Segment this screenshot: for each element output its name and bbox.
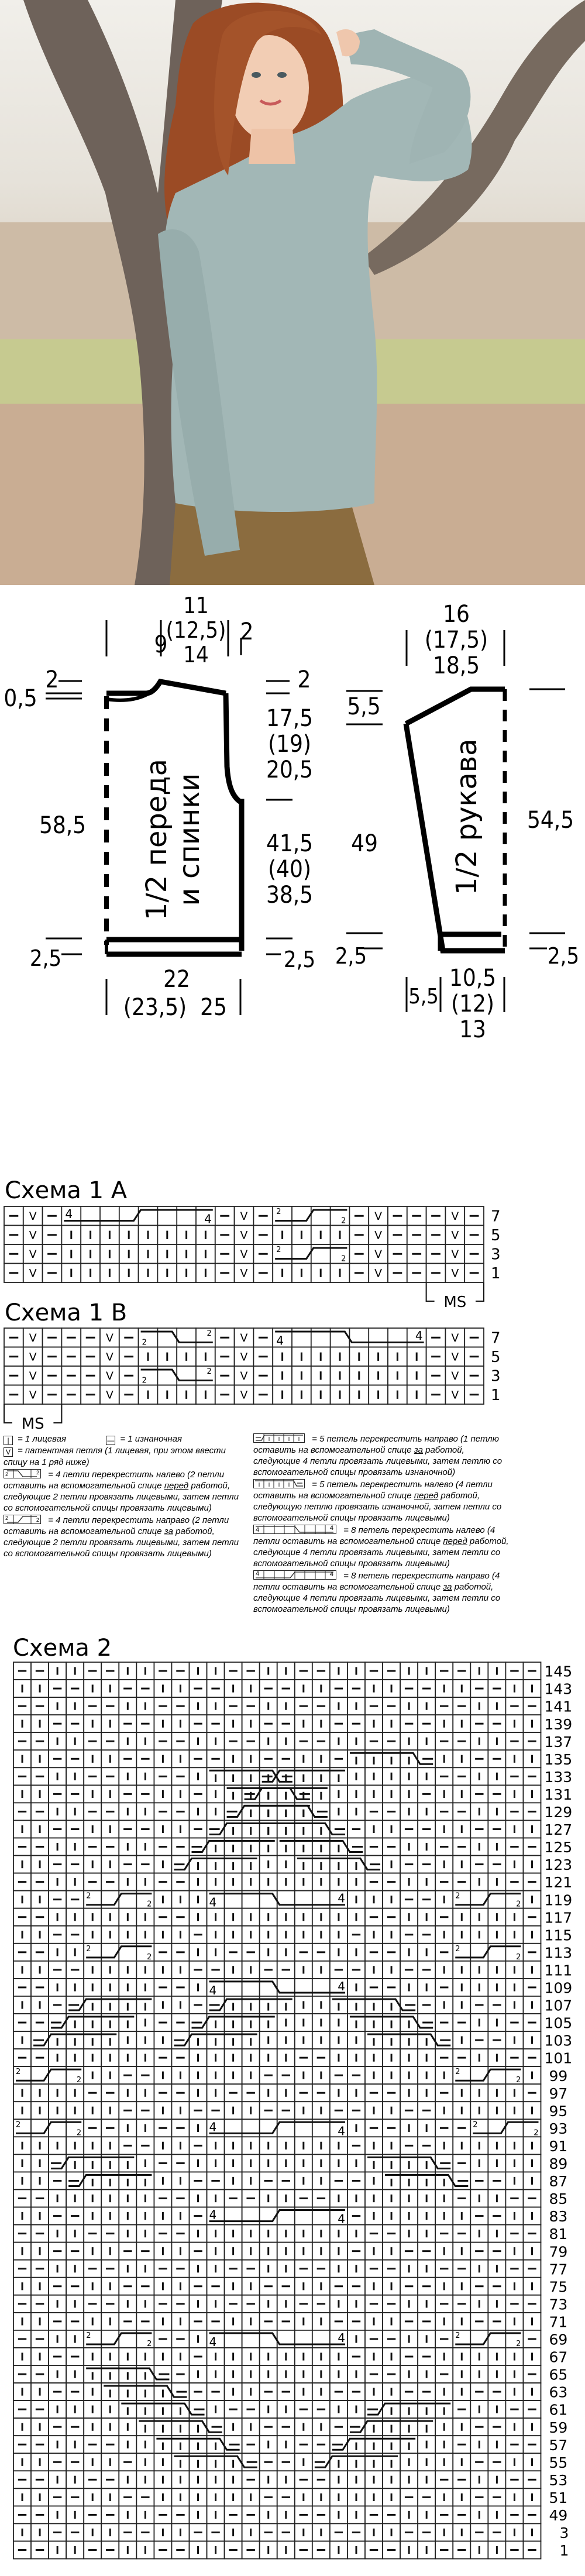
twisted-stitch-icon: V <box>240 1248 248 1261</box>
cable-count-label: 4 <box>209 2120 217 2134</box>
chart-grid <box>4 1206 484 1282</box>
row-label: 123 <box>544 1856 573 1874</box>
cable-4-left-glyph-icon <box>4 1470 40 1478</box>
legend-cable-8-left <box>253 1525 511 1569</box>
row-label: 105 <box>544 2014 573 2032</box>
dim-neck-width <box>164 593 228 667</box>
cable-count-label: 2 <box>534 2128 539 2138</box>
twisted-stitch-icon: V <box>451 1248 459 1261</box>
dim-shoulder-left: 9 <box>154 631 168 658</box>
cable-count-label: 4 <box>65 1207 73 1221</box>
twisted-stitch-icon: V <box>451 1332 459 1344</box>
cable-5-right-symbol-icon <box>253 1433 305 1443</box>
twisted-stitch-icon: V <box>451 1229 459 1242</box>
ms-label: MS <box>443 1294 467 1311</box>
row-label: 55 <box>549 2454 568 2471</box>
row-label: 3 <box>491 1367 501 1385</box>
chart-1a <box>0 1199 585 1311</box>
dim-sleeve-cuff-right: 2,5 <box>547 943 580 969</box>
cable-count-label: 2 <box>76 2076 82 2085</box>
twisted-stitch-icon: V <box>29 1351 37 1364</box>
dim-shoulder-right: 2 <box>240 618 254 645</box>
row-label: 141 <box>544 1698 573 1715</box>
dim-sleeve-bottom-1: 10,5 <box>449 965 497 992</box>
cable-count-label: 4 <box>338 1891 345 1906</box>
row-label: 101 <box>544 2049 573 2067</box>
cable-count-label: 2 <box>516 1900 521 1909</box>
cable-count-label: 4 <box>338 2212 345 2226</box>
row-label: 91 <box>549 2137 568 2155</box>
legend-cable-8-left-underline: перед <box>443 1536 467 1546</box>
dim-armhole <box>257 706 322 783</box>
twisted-stitch-icon: V <box>374 1229 383 1242</box>
twisted-stitch-icon: V <box>29 1389 37 1402</box>
legend-cable-8-left-text-b: работой, следующие 4 петли провязать лицевыми, затем петли со вспомогательной спицы провязать лицевыми) <box>253 1536 509 1569</box>
row-label: 1 <box>491 1264 501 1282</box>
legend-cable-5-right-underline: за <box>414 1445 423 1455</box>
row-label: 69 <box>549 2331 568 2348</box>
legend-cable-4-right-underline: за <box>164 1526 173 1536</box>
row-label: 79 <box>549 2243 568 2261</box>
dim-sleeve-length-left: 49 <box>351 830 378 857</box>
row-label: 1 <box>559 2542 569 2560</box>
dim-width-2: (23,5) <box>123 994 187 1021</box>
twisted-stitch-icon: V <box>451 1210 459 1223</box>
legend-twisted-text: = патентная петля (1 лицевая, при этом ввести спицу на 1 ряд ниже) <box>4 1446 226 1467</box>
legend-cable-4-left-underline: перед <box>164 1481 189 1491</box>
twisted-stitch-icon: V <box>374 1267 383 1280</box>
twisted-stitch-icon: V <box>105 1351 113 1364</box>
cable-count-label: 2 <box>516 2339 521 2348</box>
body-armhole <box>226 693 242 951</box>
twisted-stitch-icon: V <box>29 1267 37 1280</box>
legend-left-column <box>4 1433 243 1559</box>
row-label: 111 <box>544 1962 573 1979</box>
ms-label: MS <box>21 1415 44 1432</box>
dim-width-1: 22 <box>163 966 190 993</box>
cable-count-label: 2 <box>207 1329 212 1338</box>
row-label: 109 <box>544 1979 573 1997</box>
legend-cable-5-right-text-b: работой, следующие 4 петли провязать лицевыми, затем петлю со вспомогательной спицы провязать изнаночной) <box>253 1445 503 1477</box>
sleeve-cap <box>406 689 505 724</box>
row-label: 59 <box>549 2419 568 2436</box>
twisted-stitch-icon: V <box>105 1370 113 1382</box>
row-label: 77 <box>549 2261 568 2278</box>
dim-side-2: (40) <box>268 856 311 883</box>
chart-2-grid <box>13 1662 541 2559</box>
cable-4-left-symbol-icon <box>4 1469 41 1478</box>
cable-count-label: 4 <box>204 1212 212 1226</box>
legend-cable-8-right-text-a: = 8 петель перекрестить направо (4 петли оставить на вспомогательной спице <box>253 1571 500 1592</box>
cable-count-label: 2 <box>341 1216 346 1226</box>
cable-count-label: 2 <box>516 2076 521 2085</box>
cable-count-label: 2 <box>76 2128 82 2138</box>
cable-count-label: 2 <box>276 1208 281 1216</box>
row-label: 65 <box>549 2366 568 2384</box>
photo-eye-right <box>277 72 287 78</box>
cable-count-label: 2 <box>207 1367 212 1376</box>
row-label: 81 <box>549 2226 568 2243</box>
row-label: 97 <box>549 2085 568 2102</box>
cable-count-label: 2 <box>86 1944 91 1954</box>
cable-count-label: 4 <box>209 2207 217 2222</box>
chart-2 <box>0 1660 585 2573</box>
dim-side-1: 41,5 <box>266 830 314 857</box>
legend-cable-8-left-text-a: = 8 петель перекрестить налево (4 петли оставить на вспомогательной спице <box>253 1525 495 1546</box>
cable-count-label: 2 <box>473 2120 478 2130</box>
purl-symbol-icon: — <box>107 1436 115 1445</box>
row-label: 95 <box>549 2102 568 2120</box>
body-piece-label <box>140 758 211 921</box>
twisted-stitch-icon: V <box>240 1332 248 1344</box>
cable-count-label: 4 <box>338 2330 345 2345</box>
cable-count-label: 4 <box>209 2334 217 2349</box>
twisted-stitch-icon: V <box>451 1267 459 1280</box>
dim-width-3: 25 <box>200 994 227 1021</box>
cable-8-left-glyph-icon <box>254 1525 336 1533</box>
cable-4-right-symbol-icon <box>4 1515 41 1524</box>
dim-hem-right: 2,5 <box>283 947 316 972</box>
row-label: 107 <box>544 1997 573 2014</box>
dim-total-height: 58,5 <box>39 812 87 839</box>
row-label: 119 <box>544 1891 573 1909</box>
row-label: 7 <box>491 1329 501 1347</box>
legend-cable-4-left-text-a: = 4 петли перекрестить налево (2 петли оставить на вспомогательной спице <box>4 1470 225 1491</box>
cable-count-label: 2 <box>16 2120 21 2130</box>
row-label: 135 <box>544 1750 573 1768</box>
cable-count-label: 4 <box>415 1329 423 1343</box>
photo-neck <box>249 129 295 164</box>
dim-sleeve-top <box>424 601 488 679</box>
body-neckline <box>106 682 226 693</box>
dim-sleeve-length-right: 54,5 <box>526 807 574 834</box>
cable-count-label: 2 <box>516 1952 521 1962</box>
cable-8-right-symbol-icon <box>253 1570 336 1580</box>
dim-armhole-3: 20,5 <box>266 756 314 783</box>
legend-cable-5-left-text-b: работой, следующую петлю провязать изнаночной, затем петли со вспомогательной спицы провязать лицевыми) <box>253 1491 502 1523</box>
row-label: 115 <box>544 1927 573 1944</box>
cable-count-label: 2 <box>16 2068 21 2077</box>
cable-count-label: 2 <box>276 1246 281 1254</box>
twisted-stitch-icon: V <box>240 1351 248 1364</box>
row-label: 113 <box>544 1944 573 1962</box>
dim-side-3: 38,5 <box>266 882 314 909</box>
row-label: 121 <box>544 1874 573 1891</box>
twisted-stitch-icon: V <box>240 1267 248 1280</box>
twisted-stitch-icon: V <box>105 1332 113 1344</box>
legend-cable-5-right <box>253 1433 511 1478</box>
twisted-stitch-icon: V <box>29 1229 37 1242</box>
row-label: 61 <box>549 2401 568 2419</box>
twisted-stitch-icon: V <box>240 1210 248 1223</box>
cable-5-left-glyph-icon <box>254 1480 304 1488</box>
chart-1a-title: Схема 1 А <box>5 1177 128 1204</box>
row-label: 7 <box>491 1208 501 1226</box>
twisted-stitch-icon: V <box>29 1210 37 1223</box>
dim-neck-value-3: 14 <box>183 642 209 668</box>
cable-4-right-glyph-icon <box>4 1515 40 1523</box>
row-label: 85 <box>549 2190 568 2208</box>
twisted-stitch-icon: V <box>451 1389 459 1402</box>
legend-purl-text: = 1 изнаночная <box>120 1434 183 1444</box>
row-label: 127 <box>544 1821 573 1839</box>
row-label: 75 <box>549 2278 568 2296</box>
twisted-stitch-icon: V <box>240 1389 248 1402</box>
row-label: 67 <box>549 2348 568 2366</box>
garment-schematic <box>0 585 585 1158</box>
row-label: 87 <box>549 2173 568 2190</box>
twisted-stitch-icon: V <box>374 1210 383 1223</box>
dim-sleeve-top-2: (17,5) <box>424 627 488 654</box>
dim-armhole-2: (19) <box>268 731 311 758</box>
row-label: 1 <box>491 1386 501 1404</box>
row-label: 103 <box>544 2032 573 2049</box>
cable-4-left-num-2: 2 <box>36 1470 39 1476</box>
cable-8-right-num: 4 <box>256 1570 260 1577</box>
cable-count-label: 2 <box>142 1376 147 1385</box>
legend-cable-4-left <box>4 1469 243 1514</box>
row-label: 89 <box>549 2155 568 2173</box>
legend-cable-5-left-underline: перед <box>414 1491 439 1501</box>
twisted-stitch-icon: V <box>29 1332 37 1344</box>
legend-cable-4-right <box>4 1515 243 1559</box>
cable-count-label: 2 <box>455 2068 460 2077</box>
legend-cable-5-left <box>253 1479 511 1523</box>
cable-count-label: 4 <box>338 2124 345 2138</box>
legend-knit-purl <box>4 1433 243 1445</box>
legend-cable-8-right <box>253 1570 511 1615</box>
row-label: 51 <box>549 2489 568 2506</box>
cable-count-label: 2 <box>341 1254 346 1264</box>
row-label: 129 <box>544 1804 573 1821</box>
chart-grid <box>4 1328 484 1404</box>
body-label-line-1: 1/2 переда <box>140 758 173 921</box>
cable-8-left-num: 4 <box>256 1526 260 1533</box>
row-label: 57 <box>549 2436 568 2454</box>
twisted-stitch-icon: V <box>451 1351 459 1364</box>
cable-count-label: 4 <box>276 1333 284 1348</box>
cable-8-right-num-2: 4 <box>329 1571 333 1578</box>
cable-8-left-num-2: 4 <box>329 1525 333 1532</box>
row-label: 5 <box>491 1226 501 1244</box>
legend-cable-5-left-text-a: = 5 петель перекрестить налево (4 петли оставить на вспомогательной спице <box>253 1480 493 1501</box>
row-label: 49 <box>549 2507 568 2525</box>
cable-4-left-num: 2 <box>5 1471 9 1477</box>
row-label: 73 <box>549 2296 568 2313</box>
row-label: 117 <box>544 1909 573 1927</box>
dim-neck-value-1: 11 <box>183 593 209 618</box>
row-label: 93 <box>549 2120 568 2137</box>
dim-side-seam <box>257 831 322 908</box>
photo-illustration <box>0 0 585 585</box>
cable-4-right-num: 2 <box>5 1515 9 1521</box>
chart-2-title: Схема 2 <box>13 1635 112 1662</box>
cable-5-right-glyph-icon <box>254 1434 304 1442</box>
row-label: 3 <box>491 1246 501 1264</box>
twisted-stitch-icon: V <box>240 1229 248 1242</box>
knit-symbol-icon: | <box>4 1436 13 1445</box>
legend-cable-8-right-underline: за <box>443 1582 452 1592</box>
dim-sleeve-bottom-3: 13 <box>459 1016 486 1043</box>
cable-count-label: 2 <box>86 2331 91 2340</box>
cable-count-label: 2 <box>455 1891 460 1901</box>
cable-count-label: 2 <box>147 2339 152 2348</box>
dim-right-top: 2 <box>297 666 311 693</box>
cable-count-label: 2 <box>86 1891 91 1901</box>
cable-8-left-symbol-icon <box>253 1525 336 1534</box>
row-label: 131 <box>544 1786 573 1803</box>
row-label: 125 <box>544 1839 573 1856</box>
row-label: 3 <box>559 2525 569 2542</box>
dim-sleeve-bottom-2: (12) <box>451 990 494 1017</box>
legend-right-column <box>253 1433 511 1615</box>
cable-count-label: 2 <box>455 2331 460 2340</box>
row-label: 139 <box>544 1715 573 1733</box>
chart-1b <box>0 1321 585 1432</box>
legend-cable-4-right-text-b: работой, следующие 2 петли провязать лицевыми, затем петли со вспомогательной спицы провязать лицевыми) <box>4 1526 239 1559</box>
twisted-stitch-icon: V <box>29 1370 37 1382</box>
row-label: 53 <box>549 2471 568 2489</box>
row-label: 99 <box>549 2067 568 2085</box>
dim-sleeve-top-1: 16 <box>443 601 470 628</box>
cable-count-label: 2 <box>147 1952 152 1962</box>
sleeve-piece-label: 1/2 рукава <box>450 738 483 895</box>
dim-sleeve-cap: 5,5 <box>347 693 381 720</box>
cable-8-right-glyph-icon <box>254 1571 336 1579</box>
cable-count-label: 2 <box>142 1338 147 1347</box>
dim-neck-depth-05: 0,5 <box>4 685 37 712</box>
twisted-stitch-icon: V <box>374 1248 383 1261</box>
row-label: 133 <box>544 1768 573 1786</box>
row-label: 137 <box>544 1733 573 1750</box>
twisted-stitch-icon: V <box>29 1248 37 1261</box>
dim-sleeve-bottom-small: 5,5 <box>408 985 439 1009</box>
twisted-stitch-icon: V <box>451 1370 459 1382</box>
legend-cable-4-left-text-b: работой, следующие 2 петли провязать лицевыми, затем петли со вспомогательной спицы провязать лицевыми) <box>4 1481 239 1513</box>
dim-neck-value-2: (12,5) <box>166 617 226 643</box>
cable-count-label: 4 <box>209 1895 217 1910</box>
cable-count-label: 2 <box>147 1900 152 1909</box>
twisted-stitch-symbol-icon: V <box>4 1447 13 1457</box>
twisted-stitch-icon: V <box>105 1389 113 1402</box>
legend-cable-4-right-text-a: = 4 петли перекрестить направо (2 петли оставить на вспомогательной спице <box>4 1515 229 1536</box>
row-label: 5 <box>491 1348 501 1366</box>
photo-eye-left <box>252 72 261 78</box>
cable-count-label: 2 <box>455 1944 460 1954</box>
body-label-line-2: и спинки <box>173 773 206 906</box>
dim-armhole-1: 17,5 <box>266 705 314 732</box>
row-label: 83 <box>549 2208 568 2226</box>
row-label: 143 <box>544 1680 573 1698</box>
product-photo <box>0 0 585 585</box>
dim-sleeve-cuff-left: 2,5 <box>335 943 367 969</box>
legend-cable-5-right-text-a: = 5 петель перекрестить направо (1 петлю оставить на вспомогательной спице <box>253 1434 499 1455</box>
legend-twisted <box>4 1445 243 1468</box>
dim-sleeve-top-3: 18,5 <box>432 652 480 679</box>
legend-cable-8-right-text-b: работой, следующие 4 петли провязать лицевыми, затем петли со вспомогательной спицы провязать лицевыми) <box>253 1582 501 1614</box>
cable-count-label: 4 <box>209 1983 217 1997</box>
row-label: 145 <box>544 1663 573 1680</box>
dim-neck-depth-2: 2 <box>45 666 59 693</box>
cable-5-left-symbol-icon <box>253 1479 305 1488</box>
dim-sleeve-bottom <box>443 965 502 1043</box>
row-label: 71 <box>549 2313 568 2331</box>
legend-knit-text: = 1 лицевая <box>18 1434 67 1444</box>
twisted-stitch-icon: V <box>240 1370 248 1382</box>
cable-4-right-num-2: 2 <box>36 1517 39 1523</box>
dim-hem-left: 2,5 <box>29 945 62 971</box>
cable-count-label: 4 <box>338 1979 345 1993</box>
row-label: 63 <box>549 2384 568 2401</box>
chart-1b-title: Схема 1 В <box>5 1299 128 1326</box>
